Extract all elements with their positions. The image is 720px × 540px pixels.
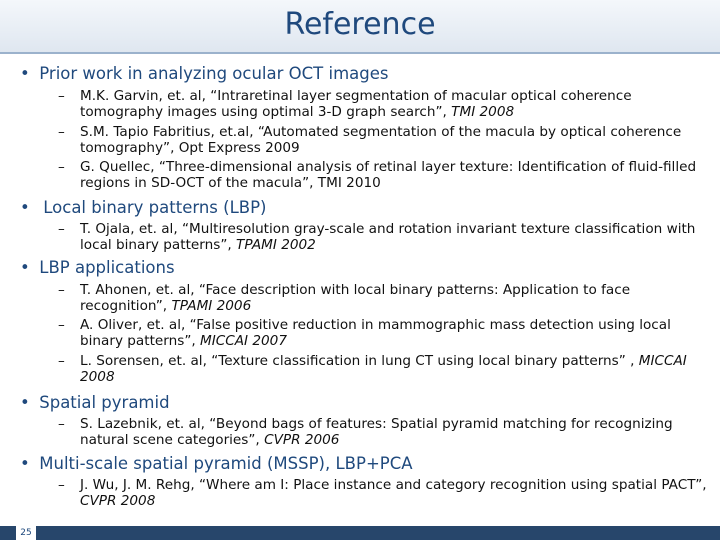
section-heading-lbp-applications: • LBP applications	[20, 258, 175, 277]
dash-icon: –	[58, 221, 65, 237]
bullet-icon: •	[20, 198, 30, 217]
reference-item: – S. Lazebnik, et. al, “Beyond bags of features: Spatial pyramid matching for recognizing natural scene categories”, CVPR 2006	[58, 416, 673, 448]
section-heading-mssp: • Multi-scale spatial pyramid (MSSP), LBP+PCA	[20, 454, 413, 473]
section-heading-lbp: • Local binary patterns (LBP)	[20, 198, 267, 217]
dash-icon: –	[58, 282, 65, 298]
section-heading-spatial-pyramid: • Spatial pyramid	[20, 393, 170, 412]
bullet-icon: •	[20, 454, 30, 473]
reference-item: – A. Oliver, et. al, “False positive reduction in mammographic mass detection using local binary patterns”, MICCAI 2007	[58, 317, 671, 349]
slide-title: Reference	[284, 7, 436, 42]
reference-item: – J. Wu, J. M. Rehg, “Where am I: Place instance and category recognition using spatial PACT”, CVPR 2008	[58, 477, 707, 509]
reference-item: – G. Quellec, “Three-dimensional analysis of retinal layer texture: Identification of fluid-filled regions in SD-OCT of the macula”, TMI 2010	[58, 159, 697, 191]
reference-item: – M.K. Garvin, et. al, “Intraretinal layer segmentation of macular optical coherence tomography images using optimal 3-D graph search”, TMI 2008	[58, 88, 632, 120]
bullet-icon: •	[20, 64, 30, 83]
dash-icon: –	[58, 317, 65, 333]
dash-icon: –	[58, 124, 65, 140]
page-number: 25	[16, 526, 36, 540]
reference-item: – T. Ahonen, et. al, “Face description with local binary patterns: Application to face recognition”, TPAMI 2006	[58, 282, 631, 314]
dash-icon: –	[58, 159, 65, 175]
reference-item: – T. Ojala, et. al, “Multiresolution gray-scale and rotation invariant texture classification with local binary patterns”, TPAMI 2002	[58, 221, 696, 253]
dash-icon: –	[58, 477, 65, 493]
section-heading-oct: • Prior work in analyzing ocular OCT images	[20, 64, 389, 83]
footer-bar	[0, 526, 720, 540]
bullet-icon: •	[20, 393, 30, 412]
reference-item: – S.M. Tapio Fabritius, et.al, “Automated segmentation of the macula by optical coherence tomography”, Opt Express 2009	[58, 124, 682, 156]
dash-icon: –	[58, 416, 65, 432]
reference-item: – L. Sorensen, et. al, “Texture classification in lung CT using local binary patterns” , MICCAI 2008	[58, 353, 687, 385]
dash-icon: –	[58, 88, 65, 104]
bullet-icon: •	[20, 258, 30, 277]
dash-icon: –	[58, 353, 65, 369]
